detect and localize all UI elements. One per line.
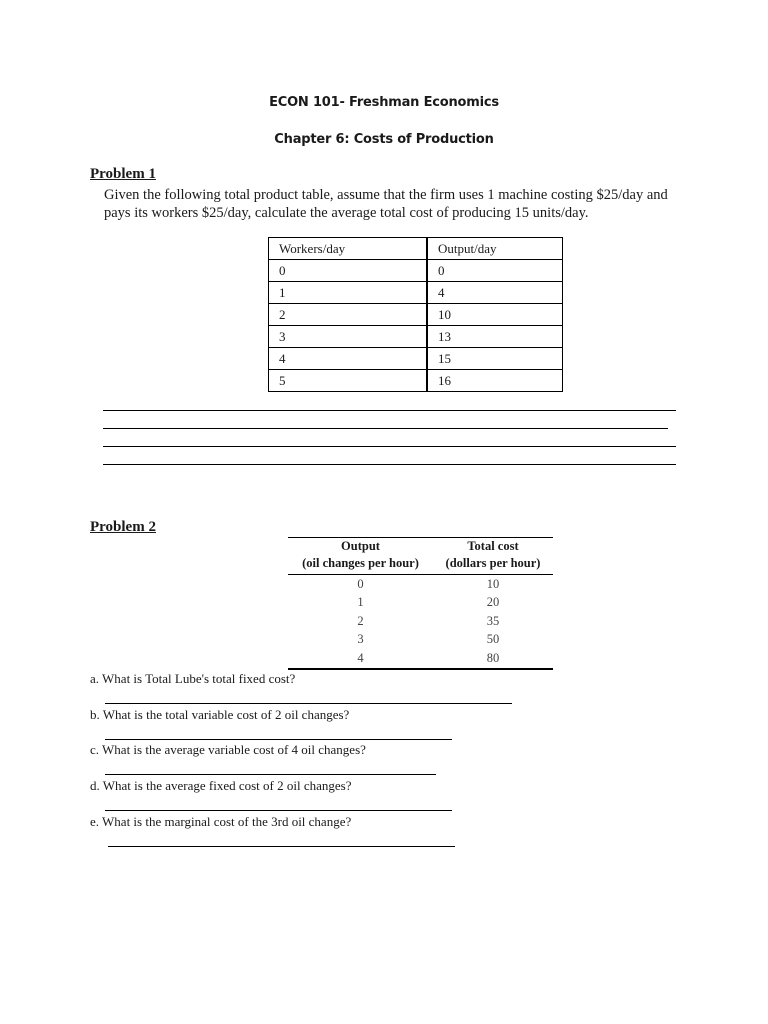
table-header-row (269, 238, 563, 260)
table-cell: 35 (486, 613, 500, 628)
total-product-table (268, 237, 563, 392)
table-cell: 0 (357, 576, 364, 591)
table-row (288, 612, 553, 631)
problem-1-answer-line (103, 464, 676, 465)
question-c-answer-line (105, 774, 436, 775)
table-row (288, 631, 553, 650)
table-header-row (288, 555, 553, 575)
table-cell: 16 (427, 370, 563, 392)
table-cell: 2 (357, 613, 364, 628)
table-cell: 1 (269, 282, 428, 304)
table-header-row (288, 538, 553, 555)
total-cost-table (288, 537, 553, 670)
table-cell: 13 (427, 326, 563, 348)
table-row (269, 304, 563, 326)
table-row (269, 370, 563, 392)
problem-1-answer-line (103, 446, 676, 447)
table-cell: 10 (427, 304, 563, 326)
table-cell: 10 (486, 576, 500, 591)
question-d: d. What is the average fixed cost of 2 oil changes? (90, 778, 352, 793)
table-cell: 0 (427, 260, 563, 282)
column-subheader-cost-unit: (dollars per hour) (433, 555, 553, 575)
column-header-output: Output/day (427, 238, 563, 260)
column-header-total-cost: Total cost (467, 539, 519, 553)
table-row (269, 326, 563, 348)
table-cell: 3 (269, 326, 428, 348)
table-row (269, 282, 563, 304)
table-cell: 50 (486, 632, 500, 647)
problem-1-heading: Problem 1 (90, 166, 156, 182)
table-cell: 20 (486, 595, 500, 610)
table-row (288, 575, 553, 594)
table-cell: 15 (427, 348, 563, 370)
table-cell: 0 (269, 260, 428, 282)
table-cell: 80 (486, 650, 500, 665)
table-cell: 5 (269, 370, 428, 392)
table-row (269, 260, 563, 282)
question-d-answer-line (105, 810, 452, 811)
problem-2-heading: Problem 2 (90, 519, 156, 535)
column-header-output: Output (341, 539, 380, 553)
table-row (269, 348, 563, 370)
column-subheader-output-unit: (oil changes per hour) (288, 555, 433, 575)
question-c: c. What is the average variable cost of 4 oil changes? (90, 742, 366, 757)
table-cell: 4 (269, 348, 428, 370)
column-header-workers: Workers/day (269, 238, 428, 260)
question-a: a. What is Total Lube's total fixed cost? (90, 671, 296, 686)
question-e: e. What is the marginal cost of the 3rd oil change? (90, 814, 352, 829)
table-cell: 4 (357, 650, 364, 665)
document-title: ECON 101- Freshman Economics (269, 95, 499, 110)
table-row (288, 594, 553, 613)
table-cell: 3 (357, 632, 364, 647)
table-cell: 4 (427, 282, 563, 304)
problem-1-answer-line (103, 410, 676, 411)
question-b: b. What is the total variable cost of 2 oil changes? (90, 707, 350, 722)
table-cell: 2 (269, 304, 428, 326)
cost-table-grid (288, 538, 553, 668)
table-row (288, 649, 553, 668)
question-b-answer-line (105, 739, 452, 740)
problem-1-text: Given the following total product table, assume that the firm uses 1 machine costing $25/day and pays its workers $25/day, calculate the average total cost of producing 15 units/day. (104, 187, 668, 221)
question-e-answer-line (108, 846, 455, 847)
problem-1-answer-line (103, 428, 668, 429)
table-cell: 1 (357, 595, 364, 610)
question-a-answer-line (105, 703, 512, 704)
chapter-title: Chapter 6: Costs of Production (274, 132, 494, 147)
